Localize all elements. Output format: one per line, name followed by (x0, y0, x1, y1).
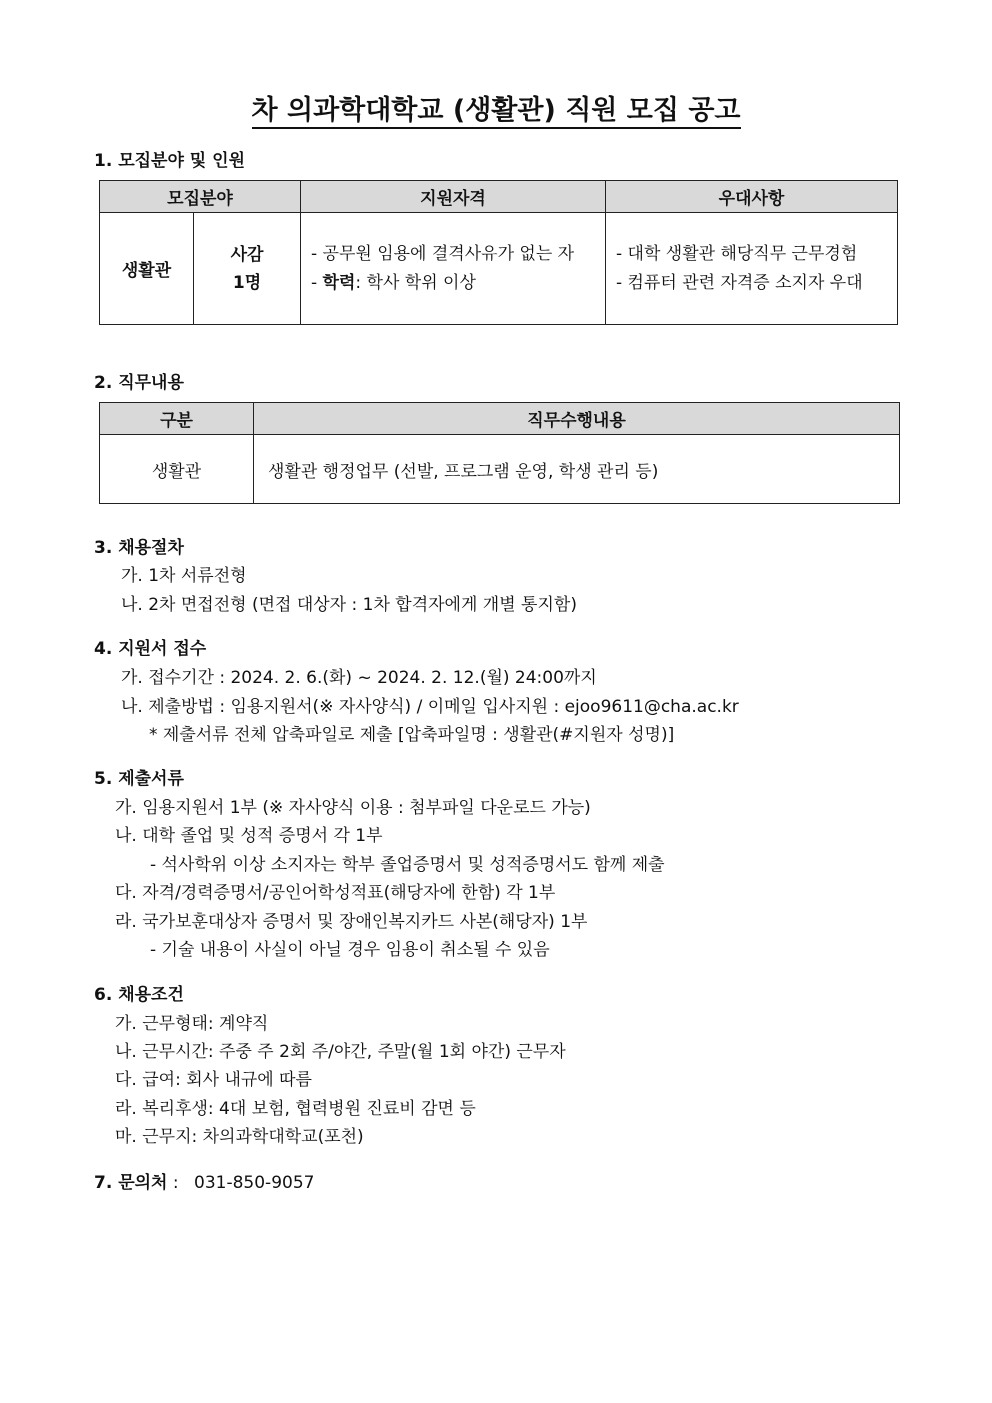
procedure-item: 나. 2차 면접전형 (면접 대상자 : 1차 합격자에게 개별 통지함) (121, 595, 577, 615)
col-preference: 우대사항 (606, 181, 898, 213)
document-subitem: - 기술 내용이 사실이 아닐 경우 임용이 취소될 수 있음 (150, 940, 550, 960)
duty-desc-cell: 생활관 행정업무 (선발, 프로그램 운영, 학생 관리 등) (254, 435, 900, 504)
document-item: 다. 자격/경력증명서/공인어학성적표(해당자에 한함) 각 1부 (115, 883, 556, 903)
condition-item: 가. 근무형태: 계약직 (115, 1014, 269, 1034)
document-item: 라. 국가보훈대상자 증명서 및 장애인복지카드 사본(해당자) 1부 (115, 912, 588, 932)
qualification-label: 학력 (322, 272, 356, 293)
count-text: 1명 (232, 272, 262, 293)
page-title: 차 의과학대학교 (생활관) 직원 모집 공고 (0, 88, 992, 127)
preference-item: - 컴퓨터 관련 자격증 소지자 우대 (616, 272, 863, 293)
section-3-heading: 3. 채용절차 (94, 538, 184, 558)
col-duty: 직무수행내용 (254, 403, 900, 435)
col-category: 구분 (100, 403, 254, 435)
document-item: 나. 대학 졸업 및 성적 증명서 각 1부 (115, 826, 383, 846)
contact-phone: 031-850-9057 (194, 1173, 315, 1193)
condition-item: 나. 근무시간: 주중 주 2회 주/야간, 주말(월 1회 야간) 근무자 (115, 1042, 566, 1062)
section-5-heading: 5. 제출서류 (94, 769, 184, 789)
qualification-cell (301, 213, 606, 325)
qualification-value: : 학사 학위 이상 (355, 272, 476, 293)
field-cell: 생활관 (100, 213, 194, 325)
section-6-heading: 6. 채용조건 (94, 985, 184, 1005)
procedure-item: 가. 1차 서류전형 (121, 566, 247, 586)
section-7-heading: 7. 문의처 (94, 1173, 168, 1193)
rank-count-cell (194, 213, 301, 325)
section-1-heading: 1. 모집분야 및 인원 (94, 151, 245, 171)
application-item: 가. 접수기간 : 2024. 2. 6.(화) ~ 2024. 2. 12.(월) 24:00까지 (121, 668, 597, 688)
condition-item: 다. 급여: 회사 내규에 따름 (115, 1070, 312, 1090)
rank-text: 사감 (230, 244, 264, 265)
condition-item: 마. 근무지: 차의과학대학교(포천) (115, 1127, 364, 1147)
qualification-item (311, 269, 605, 298)
col-qualification: 지원자격 (301, 181, 606, 213)
condition-item: 라. 복리후생: 4대 보험, 협력병원 진료비 감면 등 (115, 1099, 476, 1119)
section-4-heading: 4. 지원서 접수 (94, 639, 207, 659)
section-2-heading: 2. 직무내용 (94, 373, 184, 393)
duty-field-cell: 생활관 (100, 435, 254, 504)
duty-table (99, 402, 900, 504)
qualification-item: - 공무원 임용에 결격사유가 없는 자 (311, 243, 575, 264)
bullet-dash: - (311, 272, 323, 293)
document-item: 가. 임용지원서 1부 (※ 자사양식 이용 : 첨부파일 다운로드 가능) (115, 798, 591, 818)
document-subitem: - 석사학위 이상 소지자는 학부 졸업증명서 및 성적증명서도 함께 제출 (150, 855, 665, 875)
contact-separator: : (172, 1173, 179, 1193)
application-note: * 제출서류 전체 압축파일로 제출 [압축파일명 : 생활관(#지원자 성명)] (149, 725, 675, 745)
col-recruit-field: 모집분야 (100, 181, 301, 213)
application-item: 나. 제출방법 : 임용지원서(※ 자사양식) / 이메일 입사지원 : ejoo9611@cha.ac.kr (121, 697, 739, 717)
preference-item: - 대학 생활관 해당직무 근무경험 (616, 243, 858, 264)
recruit-table (99, 180, 898, 325)
contact-line (94, 1168, 314, 1193)
preference-cell (606, 213, 898, 325)
